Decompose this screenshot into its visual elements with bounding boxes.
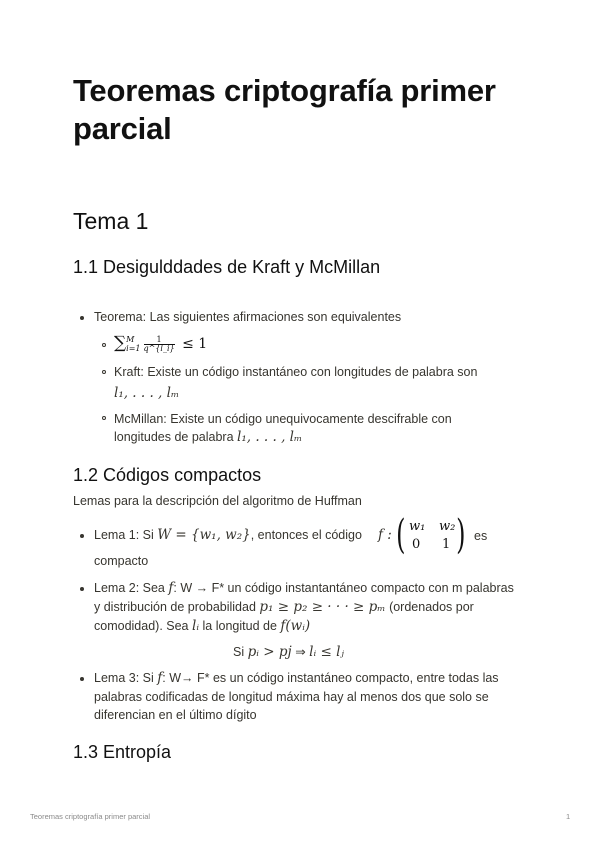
lema1-end: compacto: [94, 554, 149, 568]
lema2-line1-pre: Lema 2: Sea: [94, 581, 165, 595]
lema3-line2: palabras codificadas de longitud máxima hay al menos dos que solo se: [94, 690, 489, 704]
subsection-heading-compactos: 1.2 Códigos compactos: [73, 465, 262, 485]
subsection-heading-kraft: 1.1 Desigulddades de Kraft y McMillan: [73, 257, 381, 277]
matrix-cell-b: w₂: [439, 519, 456, 534]
bullet-lema3: [80, 677, 84, 681]
kraft-text: Kraft: Existe un código instantáneo con longitudes de palabra son: [114, 365, 478, 379]
lema1-mid: , entonces el código: [250, 528, 362, 542]
section-heading-tema1: Tema 1: [73, 208, 149, 234]
matrix-cell-a: w₁: [409, 519, 426, 534]
mcmillan-text-2-label: longitudes de palabra: [114, 430, 234, 444]
bullet-lema1: [80, 534, 84, 538]
lema2-line3-mid: la longitud de: [202, 619, 277, 633]
lema2-equation: [233, 643, 344, 661]
lema3-f: f: [157, 670, 163, 686]
matrix-cell-c: 0: [412, 537, 421, 552]
lema2-eq-math1: pᵢ > pj: [247, 644, 292, 660]
mcmillan-math: l₁, . . . , lₘ: [237, 429, 303, 445]
sum-lower: i=1: [126, 344, 141, 353]
lema2-line2-pre: y distribución de probabilidad: [94, 600, 256, 614]
lema2-line1-post: : W → F* un código instantantáneo compacto con m palabras: [173, 581, 514, 595]
lema2-eq-arrow: ⇒: [295, 645, 306, 659]
lema2-line2-math: p₁ ≥ p₂ ≥ · · · ≥ pₘ: [259, 599, 386, 615]
lema2-fw: f(wᵢ): [280, 618, 311, 634]
bullet-mcmillan: [102, 416, 106, 420]
bullet-kraft: [102, 370, 106, 374]
lema2-line2-post: (ordenados por: [389, 600, 474, 614]
sum-denominator: q^{l_i}: [143, 343, 175, 353]
mcmillan-text-1: McMillan: Existe un código unequivocamente descifrable con: [114, 412, 452, 426]
lema3-line1-pre: Lema 3: Si: [94, 671, 154, 685]
lema1-f: f :: [378, 527, 392, 543]
page-title: Teoremas criptografía primer parcial: [73, 73, 496, 146]
lema1-es: es: [474, 529, 488, 543]
lema2-line3: [94, 617, 310, 635]
bullet-lema2: [80, 587, 84, 591]
sum-numerator: 1: [144, 336, 175, 345]
kraft-math: l₁, . . . , lₘ: [114, 385, 180, 401]
lema2-line1: [94, 579, 514, 597]
lema2-f: f: [168, 580, 174, 596]
lema3-line3: diferencian en el último dígito: [94, 708, 257, 722]
lema2-line3-pre: comodidad). Sea: [94, 619, 189, 633]
lema3-line1-post: : W→ F* es un código instantáneo compacto, entre todas las: [162, 671, 499, 685]
footer-page-number: 1: [566, 812, 571, 821]
mcmillan-text-2: [114, 428, 302, 446]
matrix-right-paren: ): [456, 512, 466, 558]
matrix-cell-d: 1: [442, 537, 451, 552]
sum-symbol: ∑: [114, 333, 127, 353]
compactos-intro: Lemas para la descripción del algoritmo de Huffman: [73, 494, 362, 508]
matrix-left-paren: (: [396, 512, 406, 558]
lema2-eq-si: Si: [233, 645, 245, 659]
lema1-matrix: [397, 511, 467, 559]
sum-upper: M: [126, 335, 135, 344]
bullet-sum: [102, 343, 106, 347]
teorema-text: Teorema: Las siguientes afirmaciones son equivalentes: [94, 310, 402, 324]
lema1-line1: [94, 526, 362, 544]
lema3-line1: [94, 669, 499, 687]
lema1-pre: Lema 1: Si: [94, 528, 154, 542]
footer-title: Teoremas criptografía primer parcial: [30, 812, 151, 821]
sum-rhs: ≤ 1: [182, 336, 208, 352]
lema2-li: lᵢ: [192, 618, 200, 634]
subsection-heading-entropia: 1.3 Entropía: [73, 742, 172, 762]
lema2-line2: [94, 598, 474, 616]
lema1-math: W = {w₁, w₂}: [157, 527, 251, 543]
bullet-teorema: [80, 316, 84, 320]
lema2-eq-math2: lᵢ ≤ lⱼ: [309, 644, 344, 660]
kraft-sum-inequality: [114, 333, 207, 353]
